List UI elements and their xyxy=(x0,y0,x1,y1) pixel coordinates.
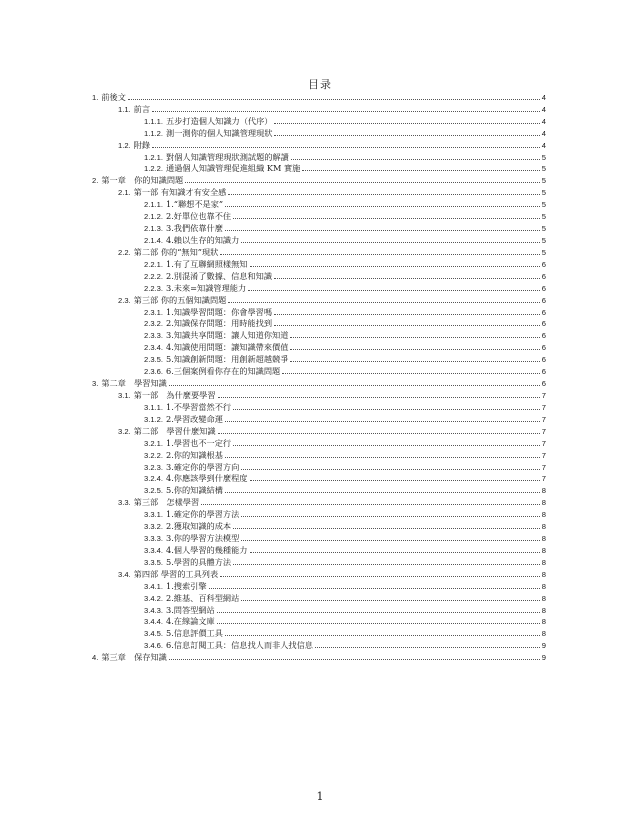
dot-leader xyxy=(290,360,539,362)
dot-leader xyxy=(217,611,540,613)
toc-entry[interactable] xyxy=(92,449,546,461)
toc-entry-page: 6 xyxy=(541,367,546,377)
toc-entry-page: 9 xyxy=(541,641,546,651)
toc-entry-page: 6 xyxy=(541,259,546,269)
toc-entry[interactable] xyxy=(92,461,546,473)
dot-leader xyxy=(282,372,540,374)
toc-entry-label: 1.知識學習問題：你會學習嗎 xyxy=(166,306,273,317)
dot-leader xyxy=(241,515,539,517)
toc-entry-number: 2.3. xyxy=(118,295,131,305)
toc-entry-label: 3.確定你的學習方向 xyxy=(166,461,240,472)
toc-entry-page: 6 xyxy=(541,331,546,341)
toc-entry[interactable] xyxy=(92,508,546,520)
dot-leader xyxy=(241,539,539,541)
toc-title: 目录 xyxy=(308,78,332,91)
toc-entry[interactable] xyxy=(92,413,546,425)
toc-entry-number: 3.2.1. xyxy=(144,438,163,448)
dot-leader xyxy=(169,384,540,386)
toc-entry-page: 7 xyxy=(541,390,546,400)
toc-entry-label: 5.學習的具體方法 xyxy=(166,556,232,567)
toc-entry-number: 2.3.1. xyxy=(144,307,163,317)
toc-entry-number: 3.2.4. xyxy=(144,474,163,484)
dot-leader xyxy=(225,420,540,422)
toc-entry[interactable] xyxy=(92,580,546,592)
toc-entry-page: 5 xyxy=(541,152,546,162)
dot-leader xyxy=(169,658,540,660)
toc-entry[interactable] xyxy=(92,616,546,628)
dot-leader xyxy=(218,396,540,398)
toc-entry[interactable] xyxy=(92,174,546,186)
toc-entry-number: 2.2. xyxy=(118,247,131,257)
toc-entry[interactable] xyxy=(92,473,546,485)
toc-entry-label: 1.有了互聯網照樣無知 xyxy=(166,258,248,269)
toc-entry[interactable] xyxy=(92,437,546,449)
toc-entry-page: 5 xyxy=(541,212,546,222)
dot-leader xyxy=(209,587,540,589)
toc-entry[interactable] xyxy=(92,151,546,163)
toc-entry-page: 8 xyxy=(541,629,546,639)
toc-entry-label: 1.學習也不一定行 xyxy=(166,437,232,448)
dot-leader xyxy=(225,205,540,207)
toc-entry-page: 6 xyxy=(541,355,546,365)
toc-entry[interactable] xyxy=(92,186,546,198)
dot-leader xyxy=(233,408,540,410)
toc-entry-number: 3.2.3. xyxy=(144,462,163,472)
toc-entry-label: 5.你的知識結構 xyxy=(166,485,223,496)
toc-entry-page: 4 xyxy=(541,104,546,114)
toc-entry-label: 第一章 你的知識問題 xyxy=(101,175,184,186)
dot-leader xyxy=(128,98,540,100)
toc-entry-number: 3.3.1. xyxy=(144,510,163,520)
toc-entry-label: 2.別混淆了數據、信息和知識 xyxy=(166,270,273,281)
toc-entry[interactable] xyxy=(92,365,546,377)
dot-leader xyxy=(152,110,540,112)
dot-leader xyxy=(217,622,540,624)
toc-entry-label: 五步打造個人知識力（代序） xyxy=(166,115,273,126)
toc-entry-number: 2. xyxy=(92,176,99,186)
toc-entry-label: 4.賴以生存的知識力 xyxy=(166,234,240,245)
toc-entry-label: 4.個人學習的幾種能力 xyxy=(166,544,248,555)
toc-entry-number: 3.4.5. xyxy=(144,629,163,639)
toc-entry-number: 2.1. xyxy=(118,188,131,198)
toc-entry-page: 5 xyxy=(541,235,546,245)
toc-entry-label: 1.不學習當然不行 xyxy=(166,401,232,412)
toc-entry-number: 1.1. xyxy=(118,104,131,114)
dot-leader xyxy=(274,134,539,136)
toc-entry-label: 第二章 學習知識 xyxy=(101,378,167,389)
toc-entry-label: 3.未來=知識管理能力 xyxy=(166,282,247,293)
dot-leader xyxy=(228,301,539,303)
toc-entry-label: 5.信息評價工具 xyxy=(166,628,223,639)
toc-entry-number: 2.3.3. xyxy=(144,331,163,341)
toc-entry-page: 5 xyxy=(541,176,546,186)
toc-entry[interactable] xyxy=(92,198,546,210)
toc-entry-number: 3.2.2. xyxy=(144,450,163,460)
toc-entry-page: 8 xyxy=(541,486,546,496)
toc-entry-label: 3.問答型網站 xyxy=(166,604,215,615)
toc-entry-page: 8 xyxy=(541,605,546,615)
toc-entry[interactable] xyxy=(92,341,546,353)
toc-entry-label: 2.學習改變命運 xyxy=(166,413,223,424)
toc-entry-number: 4. xyxy=(92,653,99,663)
toc-entry-page: 8 xyxy=(541,545,546,555)
toc-entry-number: 3.1.1. xyxy=(144,402,163,412)
toc-entry-number: 3.3.4. xyxy=(144,545,163,555)
toc-entry-label: 2.你的知識根基 xyxy=(166,449,223,460)
toc-entry[interactable] xyxy=(92,127,546,139)
page-number: 1 xyxy=(316,790,324,803)
toc-entry-label: 第二部 學習什麼知識 xyxy=(133,425,216,436)
toc-entry-number: 1.1.1. xyxy=(144,116,163,126)
toc-entry-number: 1.2.1. xyxy=(144,152,163,162)
toc-entry[interactable] xyxy=(92,425,546,437)
toc-entry-number: 3.1.2. xyxy=(144,414,163,424)
toc-entry-page: 6 xyxy=(541,271,546,281)
toc-entry-page: 7 xyxy=(541,402,546,412)
toc-entry[interactable] xyxy=(92,234,546,246)
dot-leader xyxy=(241,599,539,601)
toc-entry-label: 第二部 你的“無知”現狀 xyxy=(133,246,219,257)
toc-entry[interactable] xyxy=(92,91,546,103)
toc-entry-label: 3.你的學習方法模型 xyxy=(166,533,240,544)
dot-leader xyxy=(302,169,539,171)
toc-entry[interactable] xyxy=(92,651,546,663)
toc-entry-page: 8 xyxy=(541,522,546,532)
toc-entry-number: 2.2.2. xyxy=(144,271,163,281)
toc-entry-label: 1.“聯想不是家” xyxy=(166,199,224,210)
toc-entry-number: 2.1.2. xyxy=(144,212,163,222)
toc-entry-number: 3.3. xyxy=(118,498,131,508)
toc-entry-number: 1.1.2. xyxy=(144,128,163,138)
toc-entry-page: 7 xyxy=(541,438,546,448)
toc-entry-number: 2.1.3. xyxy=(144,224,163,234)
toc-entry-label: 前言 xyxy=(133,103,151,114)
toc-entry[interactable] xyxy=(92,401,546,413)
toc-entry-label: 2.維基、百科型網站 xyxy=(166,592,240,603)
dot-leader xyxy=(152,146,540,148)
toc-entry-page: 8 xyxy=(541,593,546,603)
toc-entry-page: 4 xyxy=(541,128,546,138)
toc-entry[interactable] xyxy=(92,306,546,318)
toc-entry-number: 3.3.2. xyxy=(144,522,163,532)
dot-leader xyxy=(233,527,540,529)
toc-entry-page: 8 xyxy=(541,498,546,508)
toc-entry-page: 9 xyxy=(541,653,546,663)
dot-leader xyxy=(228,193,539,195)
toc-entry-number: 2.3.2. xyxy=(144,319,163,329)
toc-entry-number: 3.3.5. xyxy=(144,557,163,567)
toc-entry[interactable] xyxy=(92,568,546,580)
dot-leader xyxy=(233,563,540,565)
toc-entry[interactable] xyxy=(92,329,546,341)
toc-entry[interactable] xyxy=(92,282,546,294)
dot-leader xyxy=(274,277,540,279)
toc-entry[interactable] xyxy=(92,258,546,270)
dot-leader xyxy=(241,241,539,243)
toc-entry-page: 8 xyxy=(541,581,546,591)
toc-entry-label: 第三部 你的五個知識問題 xyxy=(133,294,227,305)
toc-entry-label: 1.確定你的學習方法 xyxy=(166,509,240,520)
toc-entry-label: 6.信息訂閱工具：信息找人而非人找信息 xyxy=(166,640,313,651)
dot-leader xyxy=(241,468,539,470)
toc-entry-page: 7 xyxy=(541,462,546,472)
toc-entry[interactable] xyxy=(92,532,546,544)
toc-entry-label: 第三章 保存知識 xyxy=(101,652,167,663)
toc-entry-label: 前後文 xyxy=(101,91,126,102)
toc-entry-number: 2.3.4. xyxy=(144,343,163,353)
dot-leader xyxy=(274,324,540,326)
toc-entry-label: 4.知識使用問題：讓知識帶來價值 xyxy=(166,342,289,353)
toc-entry[interactable] xyxy=(92,353,546,365)
toc-entry-page: 4 xyxy=(541,116,546,126)
dot-leader xyxy=(185,181,540,183)
toc-entry-number: 3.4.6. xyxy=(144,641,163,651)
toc-entry-page: 4 xyxy=(541,92,546,102)
toc-entry-label: 對個人知識管理現狀測試題的解讀 xyxy=(166,151,289,162)
toc-entry[interactable] xyxy=(92,377,546,389)
toc-entry[interactable] xyxy=(92,318,546,330)
toc-entry-page: 5 xyxy=(541,164,546,174)
dot-leader xyxy=(225,634,540,636)
toc-entry-label: 第三部 怎樣學習 xyxy=(133,497,200,508)
toc-entry-number: 2.1.1. xyxy=(144,200,163,210)
toc-entry-page: 7 xyxy=(541,426,546,436)
dot-leader xyxy=(225,229,540,231)
dot-leader xyxy=(220,575,540,577)
toc-entry-page: 4 xyxy=(541,140,546,150)
toc-entry[interactable] xyxy=(92,210,546,222)
toc-entry-number: 3. xyxy=(92,379,99,389)
dot-leader xyxy=(233,444,540,446)
dot-leader xyxy=(225,456,540,458)
toc-entry-label: 4.在線論文庫 xyxy=(166,616,215,627)
toc-entry[interactable] xyxy=(92,222,546,234)
toc-entry-label: 附錄 xyxy=(133,139,151,150)
toc-entry-label: 第一部 有知識才有安全感 xyxy=(133,187,227,198)
dot-leader xyxy=(218,432,540,434)
toc-entry[interactable] xyxy=(92,604,546,616)
toc-entry-label: 通過個人知識管理促進組織 KM 實施 xyxy=(166,163,301,174)
toc-entry-number: 3.4.2. xyxy=(144,593,163,603)
toc-entry-number: 2.2.3. xyxy=(144,283,163,293)
toc-entry-number: 3.4. xyxy=(118,569,131,579)
dot-leader xyxy=(250,551,540,553)
toc-entry[interactable] xyxy=(92,520,546,532)
toc-entry[interactable] xyxy=(92,103,546,115)
toc-entry[interactable] xyxy=(92,496,546,508)
dot-leader xyxy=(201,503,540,505)
toc-entry[interactable] xyxy=(92,627,546,639)
toc-entry-number: 3.3.3. xyxy=(144,534,163,544)
toc-entry-label: 測一測你的個人知識管理現狀 xyxy=(166,127,273,138)
toc-entry-number: 3.1. xyxy=(118,390,131,400)
toc-entry-page: 8 xyxy=(541,617,546,627)
toc-entry-label: 2.知識保存問題：用時能找到 xyxy=(166,318,273,329)
toc-entry-label: 5.知識創新問題：用創新超越競爭 xyxy=(166,354,289,365)
toc-entry[interactable] xyxy=(92,544,546,556)
dot-leader xyxy=(290,336,539,338)
toc-entry[interactable] xyxy=(92,139,546,151)
toc-entry-page: 5 xyxy=(541,247,546,257)
toc-entry-label: 2.好單位也靠不住 xyxy=(166,211,232,222)
toc-entry-label: 2.獲取知識的成本 xyxy=(166,521,232,532)
toc-entry-label: 第一部 為什麼要學習 xyxy=(133,389,216,400)
toc-entry-number: 1.2.2. xyxy=(144,164,163,174)
toc-entry[interactable] xyxy=(92,115,546,127)
toc-entry[interactable] xyxy=(92,556,546,568)
toc-entry-number: 2.2.1. xyxy=(144,259,163,269)
toc-entry[interactable] xyxy=(92,484,546,496)
dot-leader xyxy=(225,491,540,493)
table-of-contents xyxy=(92,91,546,663)
toc-entry-page: 8 xyxy=(541,510,546,520)
toc-entry-page: 6 xyxy=(541,343,546,353)
dot-leader xyxy=(274,313,540,315)
toc-entry-label: 4.你應該學到什麼程度 xyxy=(166,473,248,484)
dot-leader xyxy=(315,646,540,648)
toc-entry-number: 1. xyxy=(92,92,99,102)
toc-entry-page: 8 xyxy=(541,557,546,567)
dot-leader xyxy=(290,348,539,350)
toc-entry-page: 6 xyxy=(541,283,546,293)
toc-entry-number: 3.2.5. xyxy=(144,486,163,496)
toc-entry-page: 7 xyxy=(541,474,546,484)
toc-entry-page: 5 xyxy=(541,224,546,234)
toc-entry-page: 8 xyxy=(541,569,546,579)
toc-entry-number: 3.4.4. xyxy=(144,617,163,627)
toc-entry-page: 6 xyxy=(541,319,546,329)
dot-leader xyxy=(250,479,540,481)
toc-entry-page: 6 xyxy=(541,307,546,317)
toc-entry[interactable] xyxy=(92,389,546,401)
toc-entry-page: 6 xyxy=(541,379,546,389)
toc-entry-number: 3.2. xyxy=(118,426,131,436)
toc-entry-label: 1.搜索引擎 xyxy=(166,580,207,591)
toc-entry[interactable] xyxy=(92,246,546,258)
toc-entry-page: 6 xyxy=(541,295,546,305)
toc-entry-number: 3.4.3. xyxy=(144,605,163,615)
toc-entry-label: 第四部 學習的工具列表 xyxy=(133,568,219,579)
toc-entry-page: 7 xyxy=(541,414,546,424)
dot-leader xyxy=(220,253,539,255)
dot-leader xyxy=(274,122,539,124)
toc-entry[interactable] xyxy=(92,270,546,282)
dot-leader xyxy=(291,158,540,160)
toc-entry-number: 3.4.1. xyxy=(144,581,163,591)
toc-entry-number: 2.3.5. xyxy=(144,355,163,365)
toc-entry-number: 2.3.6. xyxy=(144,367,163,377)
toc-entry-number: 1.2. xyxy=(118,140,131,150)
toc-entry-page: 7 xyxy=(541,450,546,460)
toc-entry[interactable] xyxy=(92,639,546,651)
toc-entry[interactable] xyxy=(92,163,546,175)
toc-entry-page: 5 xyxy=(541,188,546,198)
dot-leader xyxy=(233,217,540,219)
toc-entry-label: 3.我們依靠什麼 xyxy=(166,223,223,234)
toc-entry[interactable] xyxy=(92,592,546,604)
toc-entry[interactable] xyxy=(92,294,546,306)
toc-entry-number: 2.1.4. xyxy=(144,235,163,245)
toc-entry-page: 8 xyxy=(541,534,546,544)
dot-leader xyxy=(250,265,540,267)
toc-entry-page: 5 xyxy=(541,200,546,210)
toc-entry-label: 3.知識共享問題：讓人知道你知道 xyxy=(166,330,289,341)
toc-entry-label: 6.三個案例看你存在的知識問題 xyxy=(166,366,281,377)
dot-leader xyxy=(248,289,540,291)
